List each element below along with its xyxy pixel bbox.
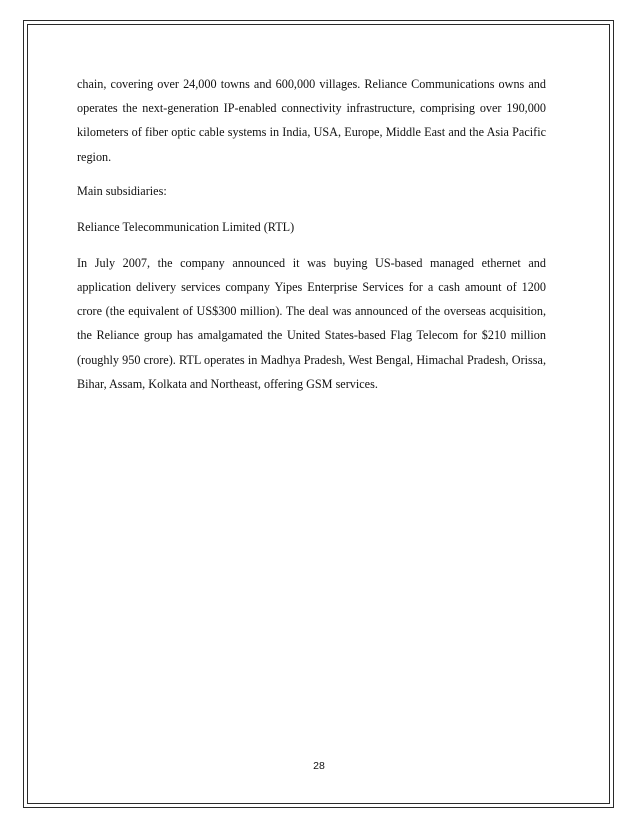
heading-main-subsidiaries: Main subsidiaries: (77, 183, 167, 198)
paragraph-network-overview: chain, covering over 24,000 towns and 600,000 villages. Reliance Communications owns and operates the next-generation IP-enabled connectivity infrastructure, comprising over 190,000 kilometers of fiber optic cable systems in India, USA, Europe, Middle East and the Asia Pacific region. (77, 77, 546, 164)
page-number: 28 (313, 760, 325, 772)
paragraph-rtl-details: In July 2007, the company announced it was buying US-based managed ethernet and application delivery services company Yipes Enterprise Services for a cash amount of 1200 crore (the equivalent of US$300 million). The deal was announced of the overseas acquisition, the Reliance group has amalgamated the United States-based Flag Telecom for $210 million (roughly 950 crore). RTL operates in Madhya Pradesh, West Bengal, Himachal Pradesh, Orissa, Bihar, Assam, Kolkata and Northeast, offering GSM services. (77, 255, 546, 391)
subheading-rtl: Reliance Telecommunication Limited (RTL) (77, 219, 295, 234)
page-content (77, 72, 546, 406)
